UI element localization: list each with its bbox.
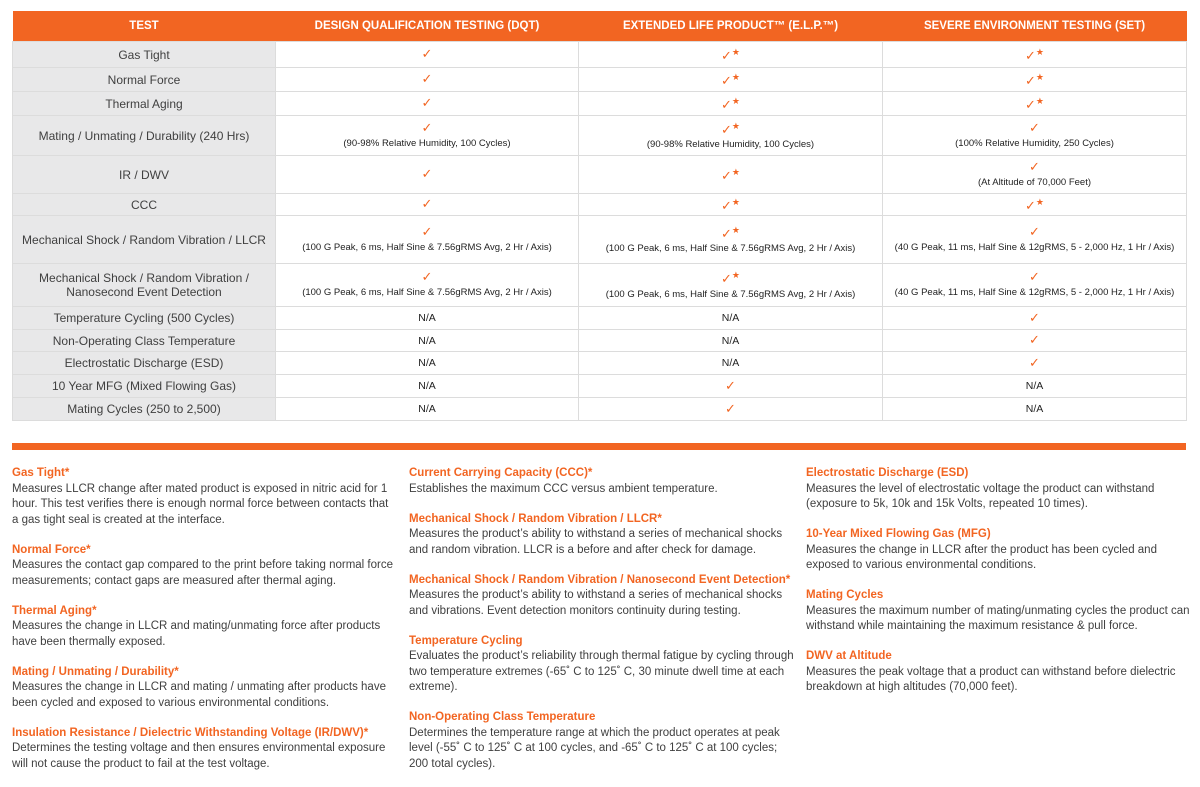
- checkmark-icon: ✓: [1029, 269, 1040, 284]
- definition-title: Mating / Unmating / Durability*: [12, 665, 179, 678]
- result-cell: [579, 216, 883, 264]
- test-name: Mating / Unmating / Durability (240 Hrs): [13, 116, 276, 156]
- checkmark-icon: ✓: [721, 225, 732, 241]
- test-name: Gas Tight: [13, 42, 276, 68]
- asterisk-icon: ★: [731, 72, 740, 83]
- result-cell: [276, 375, 579, 398]
- asterisk-icon: ★: [1035, 72, 1044, 83]
- test-name: Mating Cycles (250 to 2,500): [13, 398, 276, 421]
- test-name: Mechanical Shock / Random Vibration / LLCR: [13, 216, 276, 264]
- header-test: TEST: [13, 11, 276, 42]
- test-name: IR / DWV: [13, 156, 276, 194]
- asterisk-icon: ★: [731, 167, 740, 178]
- definition-block: [806, 466, 1191, 513]
- result-cell: [883, 68, 1187, 92]
- result-cell: [883, 398, 1187, 421]
- result-note: (90-98% Relative Humidity, 100 Cycles): [646, 139, 815, 151]
- checkmark-icon: ✓: [721, 167, 732, 183]
- result-note: (At Altitude of 70,000 Feet): [977, 176, 1091, 188]
- result-cell: [883, 307, 1187, 330]
- not-applicable-label: N/A: [721, 312, 740, 324]
- checkmark-icon: ✓: [421, 71, 433, 86]
- definition-title: Normal Force*: [12, 543, 91, 556]
- result-cell: [883, 216, 1187, 264]
- not-applicable-label: N/A: [721, 334, 740, 347]
- asterisk-icon: ★: [731, 47, 740, 58]
- test-name: Mechanical Shock / Random Vibration / Nanosecond Event Detection: [13, 264, 276, 307]
- definition-text: Measures the maximum number of mating/unmating cycles the product can withstand while maintaining the maximum resistance & pull force.: [806, 604, 1190, 632]
- checkmark-icon: ✓: [721, 270, 732, 286]
- test-name: Thermal Aging: [13, 92, 276, 116]
- checkmark-icon: ✓: [1029, 332, 1040, 347]
- table-row: [13, 92, 1187, 116]
- asterisk-icon: ★: [731, 224, 740, 235]
- result-cell: [276, 156, 579, 194]
- definition-title: Electrostatic Discharge (ESD): [806, 467, 969, 479]
- checkmark-icon: ✓: [421, 119, 433, 135]
- definition-block: [806, 588, 1191, 635]
- not-applicable-label: N/A: [418, 334, 436, 347]
- result-cell: [883, 330, 1187, 352]
- result-note: (100 G Peak, 6 ms, Half Sine & 7.56gRMS Avg, 2 Hr / Axis): [302, 241, 552, 253]
- result-note: (90-98% Relative Humidity, 100 Cycles): [343, 137, 511, 149]
- result-cell: [883, 194, 1187, 216]
- checkmark-icon: ✓: [1029, 223, 1040, 239]
- test-comparison-table: [12, 11, 1187, 421]
- result-cell: [276, 352, 579, 375]
- definition-text: Determines the testing voltage and then ensures environmental exposure will not cause the product to fail at the test voltage.: [12, 742, 386, 770]
- definition-title: Current Carrying Capacity (CCC)*: [409, 467, 593, 479]
- definition-block: [12, 665, 397, 712]
- definition-title: Gas Tight*: [12, 467, 70, 479]
- table-row: [13, 116, 1187, 156]
- checkmark-icon: ✓: [1025, 47, 1036, 63]
- result-cell: [883, 92, 1187, 116]
- checkmark-icon: ✓: [1025, 96, 1036, 112]
- result-cell: [579, 330, 883, 352]
- asterisk-icon: ★: [731, 270, 740, 281]
- not-applicable-label: N/A: [418, 380, 436, 392]
- checkmark-icon: ✓: [421, 166, 433, 181]
- header-elp: EXTENDED LIFE PRODUCT™ (E.L.P.™): [579, 11, 883, 42]
- result-note: (40 G Peak, 11 ms, Half Sine & 12gRMS, 5 - 2,000 Hz, 1 Hr / Axis): [894, 241, 1175, 253]
- definition-text: Measures the product’s ability to withstand a series of mechanical shocks and random vibration. LLCR is a before and after check for damage.: [409, 528, 783, 556]
- test-name: Normal Force: [13, 68, 276, 92]
- definition-block: [409, 512, 794, 559]
- result-note: (40 G Peak, 11 ms, Half Sine & 12gRMS, 5 - 2,000 Hz, 1 Hr / Axis): [894, 287, 1175, 298]
- definition-block: [409, 466, 794, 497]
- table-row: [13, 156, 1187, 194]
- result-cell: [579, 194, 883, 216]
- result-cell: [883, 42, 1187, 68]
- result-cell: [276, 216, 579, 264]
- checkmark-icon: ✓: [721, 121, 732, 137]
- result-cell: [276, 307, 579, 330]
- table-row: [13, 352, 1187, 375]
- asterisk-icon: ★: [731, 120, 740, 131]
- definition-title: 10-Year Mixed Flowing Gas (MFG): [806, 528, 991, 540]
- definition-text: Measures the product’s ability to withstand a series of mechanical shocks and vibrations. Event detection monitors continuity during testing.: [409, 589, 783, 617]
- checkmark-icon: ✓: [421, 46, 433, 61]
- checkmark-icon: ✓: [721, 47, 732, 63]
- result-note: (100 G Peak, 6 ms, Half Sine & 7.56gRMS Avg, 2 Hr / Axis): [302, 287, 552, 298]
- section-divider: [12, 443, 1186, 450]
- result-cell: [579, 264, 883, 307]
- definition-title: Mechanical Shock / Random Vibration / Nanosecond Event Detection*: [409, 573, 791, 586]
- definition-title: Thermal Aging*: [12, 604, 97, 617]
- asterisk-icon: ★: [1035, 96, 1044, 107]
- result-cell: [579, 116, 883, 156]
- not-applicable-label: N/A: [418, 312, 436, 324]
- definition-title: Non-Operating Class Temperature: [409, 711, 596, 723]
- definition-text: Evaluates the product’s reliability through thermal fatigue by cycling through two temperature extremes (-65˚ C to 125˚ C, 30 minute dwell time at each extreme).: [409, 650, 794, 693]
- result-cell: [883, 264, 1187, 307]
- checkmark-icon: ✓: [1029, 309, 1040, 325]
- table-row: [13, 398, 1187, 421]
- result-note: (100 G Peak, 6 ms, Half Sine & 7.56gRMS Avg, 2 Hr / Axis): [605, 288, 856, 300]
- table-row: [13, 375, 1187, 398]
- result-cell: [883, 352, 1187, 375]
- table-row: [13, 264, 1187, 307]
- definition-title: DWV at Altitude: [806, 650, 892, 662]
- definitions-column-3: [806, 466, 1191, 710]
- definition-block: [409, 573, 794, 620]
- checkmark-icon: ✓: [1029, 354, 1040, 370]
- checkmark-icon: ✓: [421, 196, 433, 211]
- definition-block: [12, 726, 397, 773]
- header-set: SEVERE ENVIRONMENT TESTING (SET): [883, 11, 1187, 42]
- test-name: Temperature Cycling (500 Cycles): [13, 307, 276, 330]
- result-cell: [276, 116, 579, 156]
- table-header-row: [13, 11, 1187, 42]
- definition-block: [409, 634, 794, 696]
- definition-title: Temperature Cycling: [409, 634, 523, 647]
- result-cell: [579, 156, 883, 194]
- result-cell: [579, 42, 883, 68]
- checkmark-icon: ✓: [721, 96, 732, 112]
- asterisk-icon: ★: [731, 96, 740, 107]
- result-cell: [579, 375, 883, 398]
- result-cell: [276, 194, 579, 216]
- checkmark-icon: ✓: [421, 269, 433, 284]
- checkmark-icon: ✓: [1025, 72, 1036, 88]
- test-name: Electrostatic Discharge (ESD): [13, 352, 276, 375]
- result-cell: [276, 398, 579, 421]
- asterisk-icon: ★: [731, 197, 740, 208]
- checkmark-icon: ✓: [721, 72, 732, 88]
- result-cell: [579, 92, 883, 116]
- test-name: Non-Operating Class Temperature: [13, 330, 276, 352]
- definition-text: Measures the change in LLCR and mating/unmating force after products have been thermally exposed.: [12, 620, 381, 648]
- definition-text: Measures the level of electrostatic voltage the product can withstand (exposure to 5k, 10k and 15k Volts, repeated 10 times).: [806, 482, 1155, 510]
- checkmark-icon: ✓: [1025, 197, 1036, 213]
- definition-block: [12, 604, 397, 651]
- result-cell: [276, 68, 579, 92]
- definition-title: Insulation Resistance / Dielectric Withstanding Voltage (IR/DWV)*: [12, 726, 369, 739]
- definition-block: [12, 543, 397, 590]
- not-applicable-label: N/A: [1025, 380, 1044, 392]
- table-row: [13, 216, 1187, 264]
- definitions-column-2: [409, 466, 794, 787]
- result-cell: [276, 42, 579, 68]
- test-name: CCC: [13, 194, 276, 216]
- not-applicable-label: N/A: [418, 357, 436, 369]
- not-applicable-label: N/A: [1025, 403, 1044, 415]
- checkmark-icon: ✓: [721, 197, 732, 213]
- table-row: [13, 68, 1187, 92]
- definition-title: Mechanical Shock / Random Vibration / LLCR*: [409, 512, 662, 525]
- result-cell: [276, 92, 579, 116]
- table-row: [13, 307, 1187, 330]
- definition-title: Mating Cycles: [806, 589, 884, 601]
- definition-text: Measures LLCR change after mated product is exposed in nitric acid for 1 hour. This test verifies there is enough normal force between contacts that a gas tight seal is created at the interface.: [12, 482, 389, 526]
- result-note: (100% Relative Humidity, 250 Cycles): [955, 137, 1114, 149]
- definition-text: Determines the temperature range at which the product operates at peak level (-55˚ C to 125˚ C at 100 cycles, and -65˚ C to 125˚ C at 100 cycles; 200 total cycles).: [409, 726, 780, 770]
- definition-text: Measures the change in LLCR after the product has been cycled and exposed to various environmental conditions.: [806, 543, 1157, 571]
- definition-text: Measures the change in LLCR and mating / unmating after products have been cycled and exposed to various environmental conditions.: [12, 681, 386, 709]
- result-cell: [579, 68, 883, 92]
- definition-block: [806, 649, 1191, 696]
- checkmark-icon: ✓: [421, 223, 433, 239]
- result-cell: [276, 330, 579, 352]
- definition-block: [12, 466, 397, 528]
- table-row: [13, 42, 1187, 68]
- checkmark-icon: ✓: [1029, 119, 1040, 135]
- result-cell: [579, 398, 883, 421]
- result-cell: [579, 307, 883, 330]
- not-applicable-label: N/A: [721, 357, 740, 369]
- asterisk-icon: ★: [1035, 197, 1044, 208]
- result-cell: [276, 264, 579, 307]
- table-row: [13, 194, 1187, 216]
- definition-text: Measures the contact gap compared to the print before taking normal force measurements; contact gaps are measured after thermal aging.: [12, 559, 393, 587]
- checkmark-icon: ✓: [421, 95, 433, 110]
- test-name: 10 Year MFG (Mixed Flowing Gas): [13, 375, 276, 398]
- result-cell: [883, 156, 1187, 194]
- header-dqt: DESIGN QUALIFICATION TESTING (DQT): [276, 11, 579, 42]
- asterisk-icon: ★: [1035, 47, 1044, 58]
- checkmark-icon: ✓: [725, 377, 736, 393]
- definitions-column-1: [12, 466, 397, 787]
- definition-text: Measures the peak voltage that a product can withstand before dielectric breakdown at high altitudes (70,000 feet).: [806, 665, 1176, 693]
- definition-block: [806, 527, 1191, 574]
- result-cell: [579, 352, 883, 375]
- checkmark-icon: ✓: [725, 400, 736, 416]
- checkmark-icon: ✓: [1029, 158, 1040, 174]
- definition-block: [409, 710, 794, 772]
- definition-text: Establishes the maximum CCC versus ambient temperature.: [409, 482, 718, 495]
- result-cell: [883, 116, 1187, 156]
- result-cell: [883, 375, 1187, 398]
- table-row: [13, 330, 1187, 352]
- not-applicable-label: N/A: [418, 403, 436, 415]
- result-note: (100 G Peak, 6 ms, Half Sine & 7.56gRMS Avg, 2 Hr / Axis): [605, 243, 856, 255]
